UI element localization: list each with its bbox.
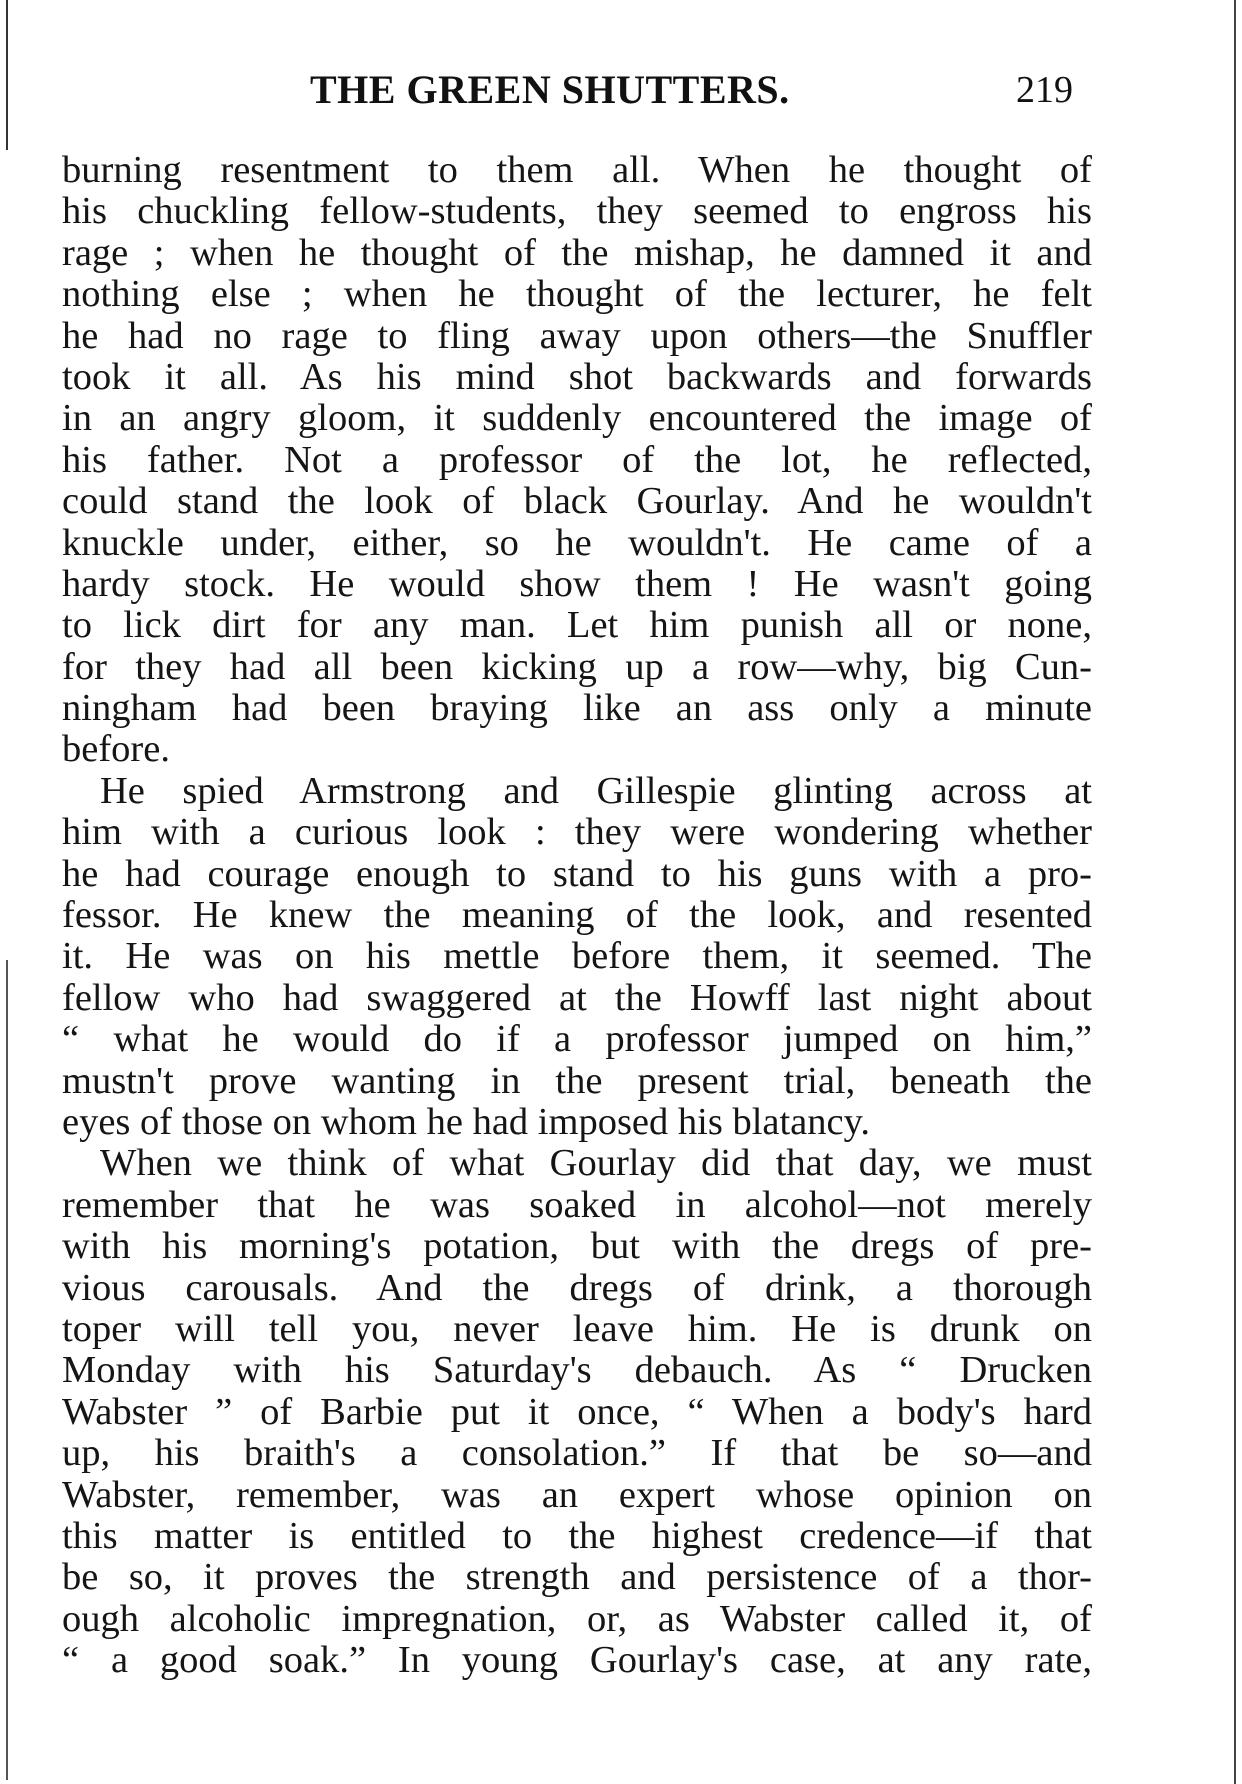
text-line: rage ; when he thought of the mishap, he damned it and <box>62 232 1092 274</box>
running-header <box>0 66 1242 126</box>
text-line: eyes of those on whom he had imposed his blatancy. <box>62 1101 870 1143</box>
page-edge-left-lower <box>6 960 8 1780</box>
text-line: He spied Armstrong and Gillespie glinting across at <box>100 770 1092 812</box>
text-line: Wabster ” of Barbie put it once, “ When a body's hard <box>62 1391 1092 1433</box>
page-edge-right <box>1234 0 1236 1784</box>
text-line: knuckle under, either, so he wouldn't. He came of a <box>62 522 1092 564</box>
text-line: he had no rage to fling away upon others—the Snuffler <box>62 315 1092 357</box>
text-line: before. <box>62 729 170 771</box>
text-line: toper will tell you, never leave him. He is drunk on <box>62 1308 1092 1350</box>
text-line: vious carousals. And the dregs of drink, a thorough <box>62 1267 1092 1309</box>
text-line: he had courage enough to stand to his guns with a pro- <box>62 853 1092 895</box>
text-line: remember that he was soaked in alcohol—not merely <box>62 1184 1092 1226</box>
text-line: Wabster, remember, was an expert whose opinion on <box>62 1474 1092 1516</box>
text-line: him with a curious look : they were wondering whether <box>62 812 1092 854</box>
text-line: with his morning's potation, but with the dregs of pre- <box>62 1226 1092 1268</box>
page-number: 219 <box>1016 69 1073 111</box>
text-line: nothing else ; when he thought of the lecturer, he felt <box>62 274 1092 316</box>
text-line: his father. Not a professor of the lot, he reflected, <box>62 439 1092 481</box>
text-line: Monday with his Saturday's debauch. As “ Drucken <box>62 1350 1092 1392</box>
text-line: hardy stock. He would show them ! He wasn't going <box>62 563 1092 605</box>
text-line: fessor. He knew the meaning of the look, and resented <box>62 895 1092 937</box>
body-text <box>62 150 1092 1681</box>
text-line: his chuckling fellow-students, they seemed to engross his <box>62 191 1092 233</box>
text-line: When we think of what Gourlay did that day, we must <box>100 1143 1092 1185</box>
text-line: this matter is entitled to the highest credence—if that <box>62 1515 1092 1557</box>
text-line: fellow who had swaggered at the Howff last night about <box>62 977 1092 1019</box>
running-title: THE GREEN SHUTTERS. <box>310 67 790 112</box>
text-line: could stand the look of black Gourlay. And he wouldn't <box>62 481 1092 523</box>
text-line: took it all. As his mind shot backwards and forwards <box>62 356 1092 398</box>
text-line: “ a good soak.” In young Gourlay's case, at any rate, <box>62 1640 1092 1682</box>
text-line: ningham had been braying like an ass only a minute <box>62 688 1092 730</box>
text-line: it. He was on his mettle before them, it seemed. The <box>62 936 1092 978</box>
text-line: to lick dirt for any man. Let him punish all or none, <box>62 605 1092 647</box>
text-line: for they had all been kicking up a row—why, big Cun- <box>62 646 1092 688</box>
text-line: up, his braith's a consolation.” If that be so—and <box>62 1433 1092 1475</box>
text-line: burning resentment to them all. When he thought of <box>62 150 1092 191</box>
text-line: in an angry gloom, it suddenly encountered the image of <box>62 398 1092 440</box>
text-line: be so, it proves the strength and persistence of a thor- <box>62 1557 1092 1599</box>
text-line: “ what he would do if a professor jumped on him,” <box>62 1019 1092 1061</box>
text-line: mustn't prove wanting in the present trial, beneath the <box>62 1060 1092 1102</box>
text-line: ough alcoholic impregnation, or, as Wabster called it, of <box>62 1598 1092 1640</box>
